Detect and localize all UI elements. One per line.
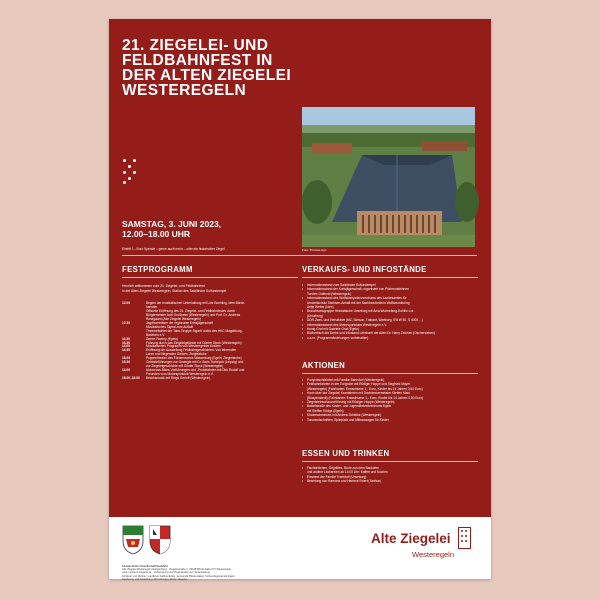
intro-line: Herzlich willkommen zum 21. Ziegelei- und Feldbahnfest [122, 284, 205, 288]
program-text: Führung durch das Ziegeleigelände mit Günter Stock (Westeregeln) [146, 340, 242, 345]
time-line: 12.00–18.00 UHR [122, 229, 191, 239]
list-item [302, 382, 480, 391]
essen-heading: ESSEN UND TRINKEN [302, 449, 390, 458]
date-line: SAMSTAG, 3. JUNI 2023, [122, 219, 222, 229]
aktionen-heading: AKTIONEN [302, 361, 346, 370]
list-item-text: • Feldbahnfahrten in der Tongrube mit Rüdiger Hoppe und Siegfried Mayer [307, 382, 411, 387]
brand-subtitle: Westeregeln [412, 550, 454, 559]
title-line: DER ALTEN ZIEGELEI [122, 67, 292, 84]
brand-name: Alte Ziegelei [371, 530, 451, 546]
brickworks-aerial-photo [302, 107, 475, 247]
list-item [302, 336, 480, 340]
program-text: Puppentheater des Fördervereins Wasserburg (Egeln; Ziegleistube) [146, 356, 242, 361]
aktionen-list [302, 378, 480, 422]
footer-line: Soziale Aktion Gesellschaft Bodefeld [122, 565, 168, 568]
brand-logo [371, 527, 471, 559]
photo-credit: Foto: Thomas Ayn [302, 248, 327, 252]
divider [302, 277, 478, 278]
list-item-text: und andere Leckereien ab 14.00 Uhr: Kaffee und Kuchen [307, 470, 388, 475]
program-text: Offizielle Eröffnung des 21. Ziegelei- und Feldbahnfestes durch [146, 308, 236, 313]
program-time: 15.00 [122, 356, 130, 361]
list-item-text: Antje Weber (Iden) [307, 305, 334, 310]
program-time: 14.00 [122, 368, 130, 373]
list-item [302, 404, 480, 413]
list-item [302, 296, 480, 309]
dot-grid-icon [123, 159, 139, 183]
list-item-text: • Informationsstand der Kreisjägerschaft; organisiert von Pilzfreundeinnen [307, 287, 409, 292]
list-item-text: mit Steffen Kürtge (Egeln) [307, 408, 344, 413]
festprogramm-intro [122, 284, 290, 294]
coat-of-arms-icon [122, 525, 144, 560]
list-item-text: • DDR-Zwei- und Viertaktner (MZ, Simson, Trabant, Wartburg, IFA W 50, S 4000 ...) [307, 318, 423, 323]
event-date [122, 219, 221, 239]
footer-line: Alte Ziegelei Westeregeln Heiligenberg · Ziegeleistraße 3, 39448 Börde-Hakel OT Westeregeln [122, 568, 231, 572]
program-text: Beginn der musikalischen Unterhaltung mit Lutz Boehling, dem Börde- [146, 301, 246, 305]
program-text: Musikalisches Programm von Westeregelner Kindern [146, 344, 222, 349]
program-time: 15.30 [122, 360, 130, 365]
list-item [302, 479, 480, 483]
list-item-text: • Bastelstraße des Kinder- und Jugendfreizeitzentrums Egeln [307, 404, 392, 409]
entry-note: Eintritt 1,- Euro Spende – gerne auch mehr – oder ein historischer Ziegel [122, 247, 225, 251]
list-item-text: • Kinderschminken mit Andrea Schielke (Westeregeln) [307, 413, 382, 418]
intro-line: in der Alten Ziegelei Westeregeln, Station des Salzländer Kulturstempel [122, 289, 227, 293]
program-time: 13.30 [122, 336, 130, 341]
list-item-text: • Informationsstand des Wolfskompetenzzentrums des Landesamtes für [307, 296, 407, 301]
program-text: Loren und fliegenden Gleisen. Ziegleistube [146, 352, 207, 357]
verkauf-list [302, 283, 480, 340]
festprogramm-heading: FESTPROGRAMM [122, 265, 193, 274]
program-item [122, 310, 300, 322]
event-poster [109, 19, 491, 579]
list-item [302, 466, 480, 475]
program-text: hanstler [146, 304, 158, 309]
list-item-text: (Westeregeln) (Fahrkarten: Erwachsene 1,- Euro, Kinder bis 14 Jahren 0,50 Euro) [307, 386, 423, 391]
list-item-text: • Hoch über der Ziegelei! Kranfahrten mit Dachdeckermeister Steffen Mahl [307, 391, 410, 396]
footer-line: Zeichnung und Gestaltung: Pixel Design, Druck: Ziegelei [122, 577, 188, 581]
list-item-text: • Eisstand der Familie Trantdorf (Unseburg) [307, 474, 367, 479]
program-text: Barleben e.V. [146, 332, 166, 337]
program-text: zur Ziegeleigeschichte mit Günter Stock (Westeregeln) [146, 364, 224, 369]
program-time: 14.00 [122, 344, 130, 349]
program-time: 12.00 [122, 301, 130, 305]
list-item-text: • u.a.m. (Programmänderungen vorbehalten) [307, 335, 369, 340]
list-item-text: • Bewirtung von Ramona und Hartmut Ewert (Tarthun) [307, 479, 382, 484]
program-item [122, 377, 300, 381]
list-item-text: Umweltschutz Sachsen-Anhalt mit der Sachbearbeiterin Wolfsmonitoring [307, 300, 410, 305]
program-text: Geländeführungen zur Geologie mit Dr. Boris Tschepok (Leipzig) und [146, 360, 244, 365]
program-time: 14.30 [122, 348, 130, 353]
title-line: FELDBAHNFEST IN [122, 52, 273, 69]
list-item-text: (Unseburg) [307, 313, 323, 318]
coat-of-arms-icon [149, 525, 171, 560]
program-text: Dance Factory (Egeln) [146, 336, 178, 341]
list-item-text: Torsten Gotthold (Westeregeln) [307, 291, 352, 296]
divider [302, 461, 478, 462]
list-item [302, 309, 480, 318]
divider [122, 255, 477, 256]
program-text: Bürgermeister Axel Großheim (Westeregeln) und Prof. Dr. Andreas [146, 312, 241, 317]
program-text: Motocross-Bikes-Vorführungen und -Probefahrten mit Dirk Rudolf und [146, 368, 245, 373]
verkauf-heading: VERKAUFS- UND INFOSTÄNDE [302, 265, 427, 274]
program-text: Eröffnung der Ausstellung Feldbahngeschichten: Von fahrenden [146, 348, 237, 353]
essen-list [302, 466, 480, 484]
program-text: Bezirksmusik mit Ringo Gerloff (Westeregeln) [146, 376, 211, 381]
program-text: Rosegaard (Alte Ziegelei Westeregeln) [146, 316, 201, 321]
list-item-text: • Informationsstand zum Salzländer Kulturstempel [307, 283, 376, 287]
program-time: 12.30 [122, 320, 130, 325]
divider [302, 373, 478, 374]
list-item-text: • Ziegelsteinschauvorführung mit Rüdiger Hoppe (Westeregeln) [307, 400, 395, 405]
footer-line: Förderer und Partner: Landkreis Salzlandkreis, Gemeinde Börde-Hakel, Verbandsgemeinde Egeln [122, 574, 235, 578]
divider [122, 277, 298, 278]
program-text: Trommelwirbel der Tabu-Gruppe Sigarb' dabis des HKC Magdeburg- [146, 328, 243, 333]
title-line: 21. ZIEGELEI- UND [122, 37, 269, 54]
program-text: Musikalisches Signal zum Auftakt [146, 324, 194, 329]
list-item [302, 418, 480, 422]
list-item-text: • Tonwandschnitten, Spielplatz und Mitbauwagen für Kinder [307, 417, 389, 422]
program-text: Jagdhornbläser der regionalen Kreisjägerschaft [146, 320, 213, 325]
poster-footer [109, 517, 491, 579]
list-item [302, 287, 480, 296]
title-line: WESTEREGELN [122, 82, 247, 99]
list-item-text: (Biospenstedt) (Fahrkarten: Erwachsene 1,- Euro, Kinder bis 14 Jahren 0,50 Euro) [307, 395, 424, 400]
program-time [122, 310, 146, 322]
program-list [122, 302, 300, 381]
brick-logo-icon [458, 527, 471, 549]
list-item-text: • Honig-Graf mit Gabriele Graf (Egeln) [307, 327, 359, 332]
program-time: 16.00–18.00 [122, 376, 140, 381]
list-item-text: • Informationsstand des Motorsportclubs Westeregeln e.V. [307, 322, 387, 327]
footer-info [122, 565, 312, 581]
list-item-text: • Fischbrötchen, Gegrilltes, Brote aus dem Backofen [307, 466, 379, 470]
list-item-text: • Büchertisch der Drehs und Infostand Lehrbuch der Alten Dr. Harry Zeichen (Oschersleben) [307, 331, 435, 336]
list-item-text: • Ponykutschfahrten mit Familie Bahndorf (Westeregeln) [307, 378, 385, 382]
list-item-text: • Brauchtumsgruppe Heimatstube Unseburg mit Ania Wurmeburg-Kohlitz u.a. [307, 309, 414, 314]
program-time: 13.30 [122, 340, 130, 345]
program-text: Freunden vom Motorsportclub Westeregeln e.V. [146, 372, 214, 377]
footer-line: www.museum-ziegelei.de · Vorbereitung und Organisation der Veranstaltung [122, 571, 210, 575]
poster-title [122, 38, 302, 98]
list-item [302, 391, 480, 400]
